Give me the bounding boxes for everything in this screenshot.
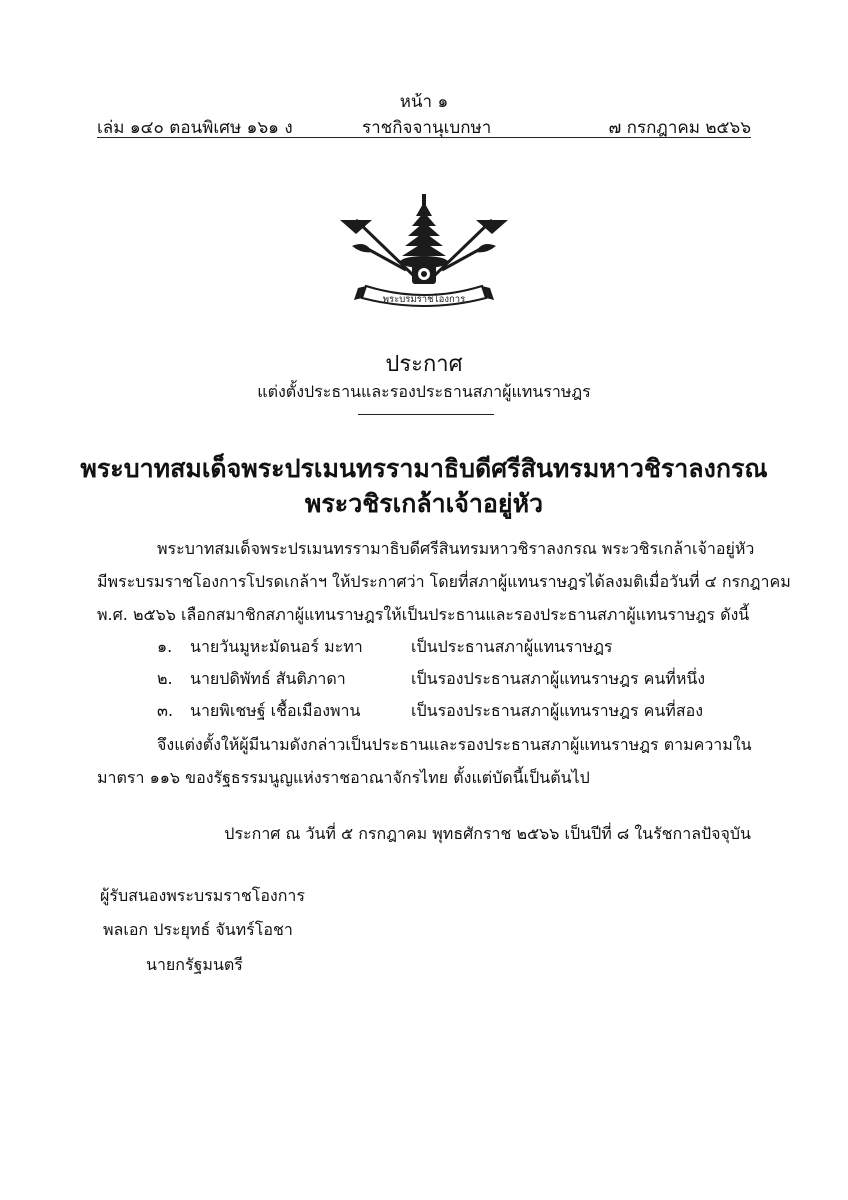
- page-number: หน้า ๑: [399, 92, 449, 112]
- item-number: ๓.: [157, 701, 174, 720]
- announcement-title: ประกาศ: [385, 352, 463, 377]
- appointee-name: นายปดิพัทธ์ สันติภาดา: [190, 669, 346, 688]
- announcement-subject: แต่งตั้งประธานและรองประธานสภาผู้แทนราษฎร: [257, 382, 591, 401]
- appointee-position: เป็นรองประธานสภาผู้แทนราษฎร คนที่สอง: [411, 701, 703, 720]
- gazette-name: ราชกิจจานุเบกษา: [362, 118, 492, 138]
- appointment-item: [157, 635, 757, 659]
- appointee-name: นายพิเชษฐ์ เชื้อเมืองพาน: [190, 701, 361, 720]
- king-name-line-1: พระบาทสมเด็จพระปรเมนทรรามาธิบดีศรีสินทรมหาวชิราลงกรณ: [80, 454, 768, 483]
- title-divider: [358, 414, 494, 415]
- body-paragraph-2-line-2: มาตรา ๑๑๖ ของรัฐธรรมนูญแห่งราชอาณาจักรไทย ตั้งแต่บัดนี้เป็นต้นไป: [97, 768, 590, 787]
- given-date-line: ประกาศ ณ วันที่ ๕ กรกฎาคม พุทธศักราช ๒๕๖๖ เป็นปีที่ ๘ ในรัชกาลปัจจุบัน: [224, 824, 751, 843]
- svg-text:พระบรมราชโองการ: พระบรมราชโองการ: [382, 294, 466, 305]
- countersigner-title: นายกรัฐมนตรี: [146, 955, 243, 974]
- volume-issue: เล่ม ๑๔๐ ตอนพิเศษ ๑๖๑ ง: [97, 118, 293, 138]
- appointee-position: เป็นรองประธานสภาผู้แทนราษฎร คนที่หนึ่ง: [411, 669, 706, 688]
- header-divider: [97, 137, 751, 138]
- appointment-item: [157, 699, 757, 723]
- body-paragraph-1-line-3: พ.ศ. ๒๕๖๖ เลือกสมาชิกสภาผู้แทนราษฎรให้เป็นประธานและรองประธานสภาผู้แทนราษฎร ดังนี้: [97, 605, 750, 624]
- gazette-header: [97, 114, 751, 138]
- appointment-item: [157, 667, 757, 691]
- item-number: ๒.: [157, 669, 173, 688]
- publication-date: ๗ กรกฎาคม ๒๕๖๖: [608, 118, 751, 138]
- body-paragraph-1-line-1: พระบาทสมเด็จพระปรเมนทรรามาธิบดีศรีสินทรมหาวชิราลงกรณ พระวชิรเกล้าเจ้าอยู่หัว: [157, 539, 755, 558]
- king-name-line-2: พระวชิรเกล้าเจ้าอยู่หัว: [304, 489, 544, 518]
- countersign-heading: ผู้รับสนองพระบรมราชโองการ: [100, 886, 305, 905]
- body-paragraph-1-line-2: มีพระบรมราชโองการโปรดเกล้าฯ ให้ประกาศว่า โดยที่สภาผู้แทนราษฎรได้ลงมติเมื่อวันที่ ๔ กรกฎาคม: [97, 572, 791, 591]
- royal-seal-emblem-icon: [336, 190, 512, 310]
- appointee-name: นายวันมูหะมัดนอร์ มะทา: [190, 637, 363, 656]
- appointee-position: เป็นประธานสภาผู้แทนราษฎร: [411, 637, 613, 656]
- countersigner-name: พลเอก ประยุทธ์ จันทร์โอชา: [103, 920, 293, 939]
- body-paragraph-2-line-1: จึงแต่งตั้งให้ผู้มีนามดังกล่าวเป็นประธานและรองประธานสภาผู้แทนราษฎร ตามความใน: [157, 735, 752, 754]
- item-number: ๑.: [157, 637, 173, 656]
